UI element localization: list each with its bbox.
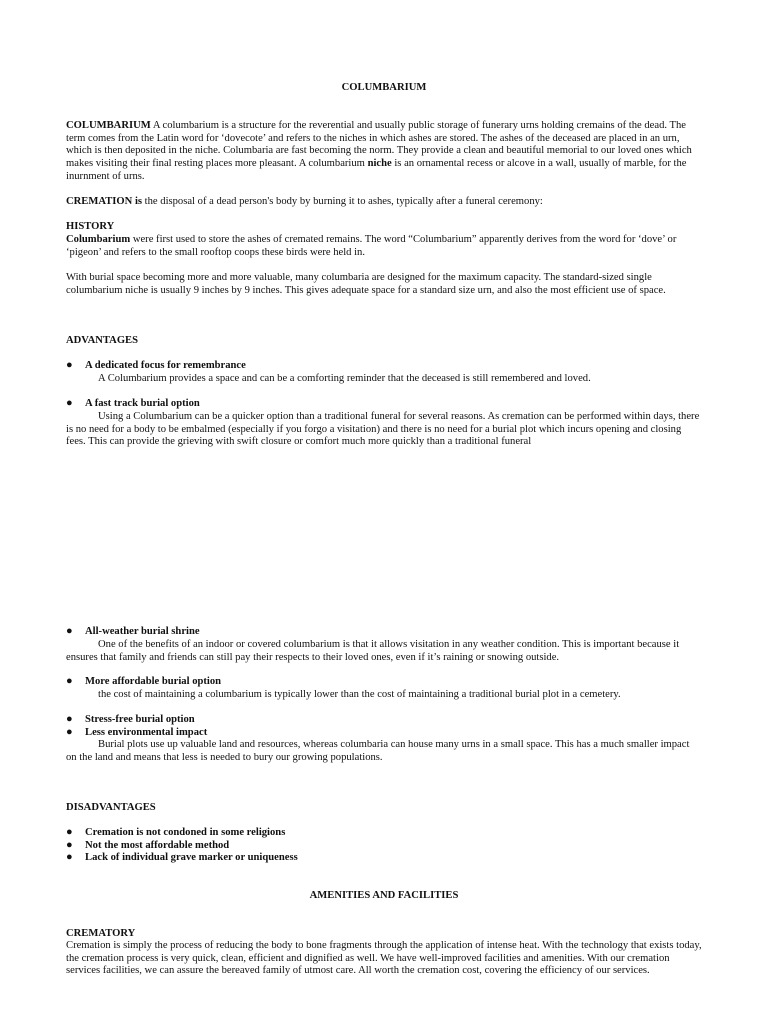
history-paragraph-1: [66, 234, 702, 259]
history-heading: HISTORY: [66, 221, 115, 232]
advantage-text: Using a Columbarium can be a quicker option than a traditional funeral for several reasons. As cremation can be performed within days, there is no need for a body to be embalmed (especially if you forgo a visitation) and there is no need for a burial plot which incurs opening and closing fees. This can provide the grieving with swift closure or comfort much more quickly than a traditional funeral: [66, 411, 700, 448]
advantage-label: Less environmental impact: [85, 727, 208, 738]
advantage-text: the cost of maintaining a columbarium is typically lower than the cost of maintaining a traditional burial plot in a cemetery.: [98, 689, 621, 700]
bullet-icon: ●: [66, 839, 73, 851]
advantage-label: A dedicated focus for remembrance: [85, 360, 246, 371]
bullet-icon: ●: [66, 726, 73, 738]
history-term: Columbarium: [66, 234, 131, 245]
disadvantages-heading: DISADVANTAGES: [66, 802, 156, 813]
cremation-term: CREMATION is: [66, 196, 143, 207]
cremation-text: the disposal of a dead person's body by burning it to ashes, typically after a funeral ceremony:: [142, 196, 543, 207]
bullet-icon: ●: [66, 826, 73, 838]
bullet-icon: ●: [66, 625, 73, 637]
advantage-text: A Columbarium provides a space and can be a comforting reminder that the deceased is still remembered and loved.: [98, 373, 591, 384]
history-paragraph-2: With burial space becoming more and more valuable, many columbaria are designed for the maximum capacity. The standard-sized single columbarium niche is usually 9 inches by 9 inches. This gives adequate space for a standard size urn, and also the most efficient use of space.: [66, 272, 666, 296]
crematory-paragraph: Cremation is simply the process of reducing the body to bone fragments through the application of intense heat. With the technology that exists today, the cremation process is very quick, clean, efficient and dignified as well. We have well-improved facilities and amenities. With our cremation services facilities, we can assure the bereaved family of utmost care. All worth the cremation cost, covering the efficiency of our services.: [66, 940, 702, 977]
intro-niche-word: niche: [367, 158, 392, 170]
advantage-text: Burial plots use up valuable land and resources, whereas columbaria can house many urns in a small space. This has a much smaller impact on the land and means that less is needed to bury our growing populations.: [66, 739, 690, 763]
amenities-heading: AMENITIES AND FACILITIES: [309, 890, 459, 901]
bullet-icon: ●: [66, 675, 73, 687]
intro-text-a: A columbarium is a structure for the reverential and usually public storage of funerary urns holding cremains of the dead. The term comes from the Latin word for ‘dovecote’ and refers to the niches in which ashes are stored. The ashes of the deceased are placed in an urn, which is then deposited in the niche. Columbaria are fast becoming the norm. They provide a clean and beautiful memorial to our loved ones which makes visiting their final resting places more pleasant. A columbarium: [66, 120, 692, 170]
intro-term: COLUMBARIUM: [66, 120, 151, 131]
page-title: COLUMBARIUM: [341, 82, 427, 93]
advantage-label: More affordable burial option: [85, 676, 222, 687]
bullet-icon: ●: [66, 359, 73, 371]
bullet-icon: ●: [66, 713, 73, 725]
intro-paragraph: [66, 120, 702, 184]
bullet-icon: ●: [66, 397, 73, 409]
advantage-text: One of the benefits of an indoor or covered columbarium is that it allows visitation in any weather condition. This is important because it ensures that family and friends can still pay their respects to their loved ones, even if it’s raining or snowing outside.: [66, 639, 680, 663]
advantages-heading: ADVANTAGES: [66, 335, 139, 346]
advantage-label: Stress-free burial option: [85, 714, 195, 725]
history-p1-text: were first used to store the ashes of cremated remains. The word “Columbarium” apparently derives from the word for ‘dove’ or ‘pigeon’ and refers to the small rooftop coops these birds were held in.: [66, 234, 677, 258]
disadvantage-label: Cremation is not condoned in some religions: [85, 827, 286, 838]
disadvantage-label: Not the most affordable method: [85, 840, 230, 851]
advantage-label: A fast track burial option: [85, 398, 200, 409]
disadvantage-label: Lack of individual grave marker or uniqueness: [85, 852, 298, 863]
crematory-heading: CREMATORY: [66, 928, 136, 939]
cremation-definition: [66, 196, 702, 209]
advantage-label: All-weather burial shrine: [85, 626, 200, 637]
bullet-icon: ●: [66, 851, 73, 863]
intro-text-b: is an ornamental recess or alcove in a wall, usually of marble, for the inurnment of urns.: [66, 158, 687, 182]
